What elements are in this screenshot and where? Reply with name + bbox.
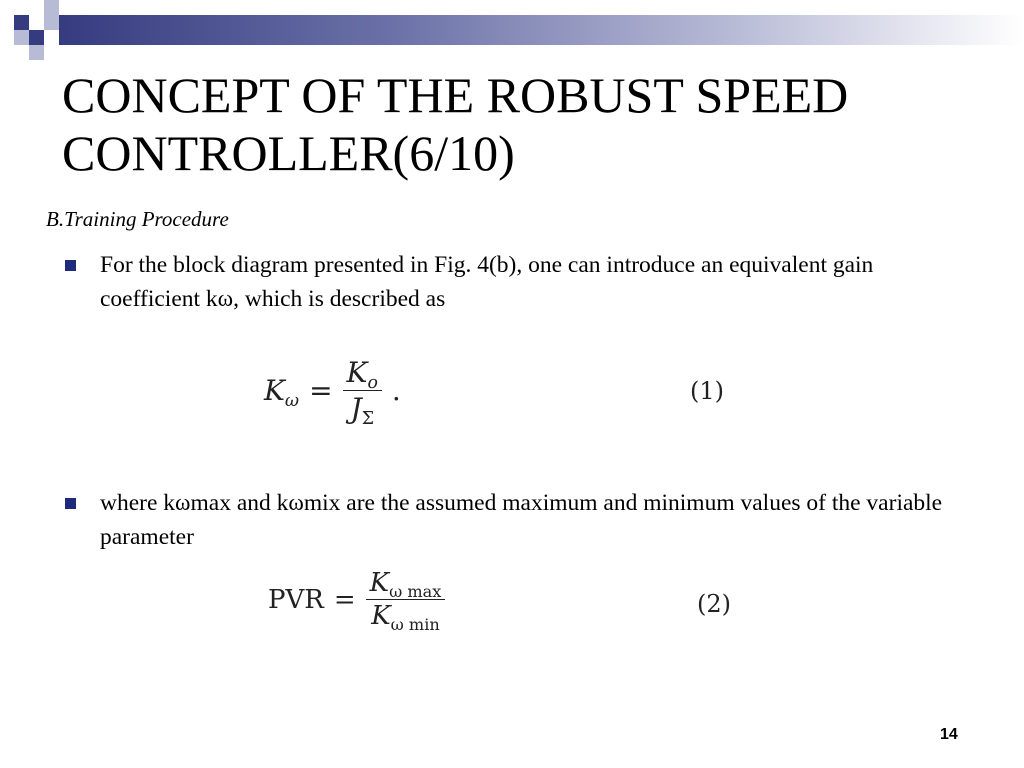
eq2-lhs: PVR	[268, 584, 324, 615]
header-decoration	[0, 0, 1024, 60]
bullet-marker	[65, 498, 76, 509]
deco-square	[14, 30, 29, 45]
eq1-fraction	[343, 356, 382, 430]
bullet-marker	[65, 260, 76, 271]
equation-1-number: (1)	[690, 377, 724, 405]
deco-square	[29, 30, 44, 45]
equation-2	[268, 568, 445, 634]
deco-square	[29, 45, 44, 60]
slide-title: CONCEPT OF THE ROBUST SPEED CONTROLLER(6/10)	[62, 67, 849, 181]
eq1-period: .	[391, 374, 401, 407]
section-subtitle: B.Training Procedure	[46, 207, 229, 231]
equation-2-number: (2)	[697, 590, 731, 618]
eq2-numerator: $K_{\omega max}$	[366, 568, 446, 600]
eq2-denominator: $K_{\omega min}$	[371, 601, 440, 634]
eq1-equals: =	[309, 374, 333, 407]
eq1-denominator: $J_\Sigma$	[350, 392, 374, 430]
eq1-lhs: $K_\omega$	[264, 374, 300, 412]
eq2-fraction	[366, 568, 446, 634]
header-gradient-bar	[58, 15, 1024, 45]
deco-square	[44, 30, 59, 45]
eq2-equals: =	[333, 584, 356, 615]
bullet-text-2: where kωmax and kωmix are the assumed maximum and minimum values of the variable parameter	[100, 490, 943, 550]
deco-square	[29, 15, 44, 30]
deco-square	[44, 0, 59, 15]
deco-square	[44, 15, 59, 30]
eq1-numerator: $K_o$	[343, 356, 382, 391]
deco-square	[14, 15, 29, 30]
equation-1	[264, 356, 401, 430]
bullet-text-1: For the block diagram presented in Fig. 4(b), one can introduce an equivalent gain coefficient kω, which is described as	[100, 252, 874, 312]
page-number: 14	[940, 726, 958, 743]
